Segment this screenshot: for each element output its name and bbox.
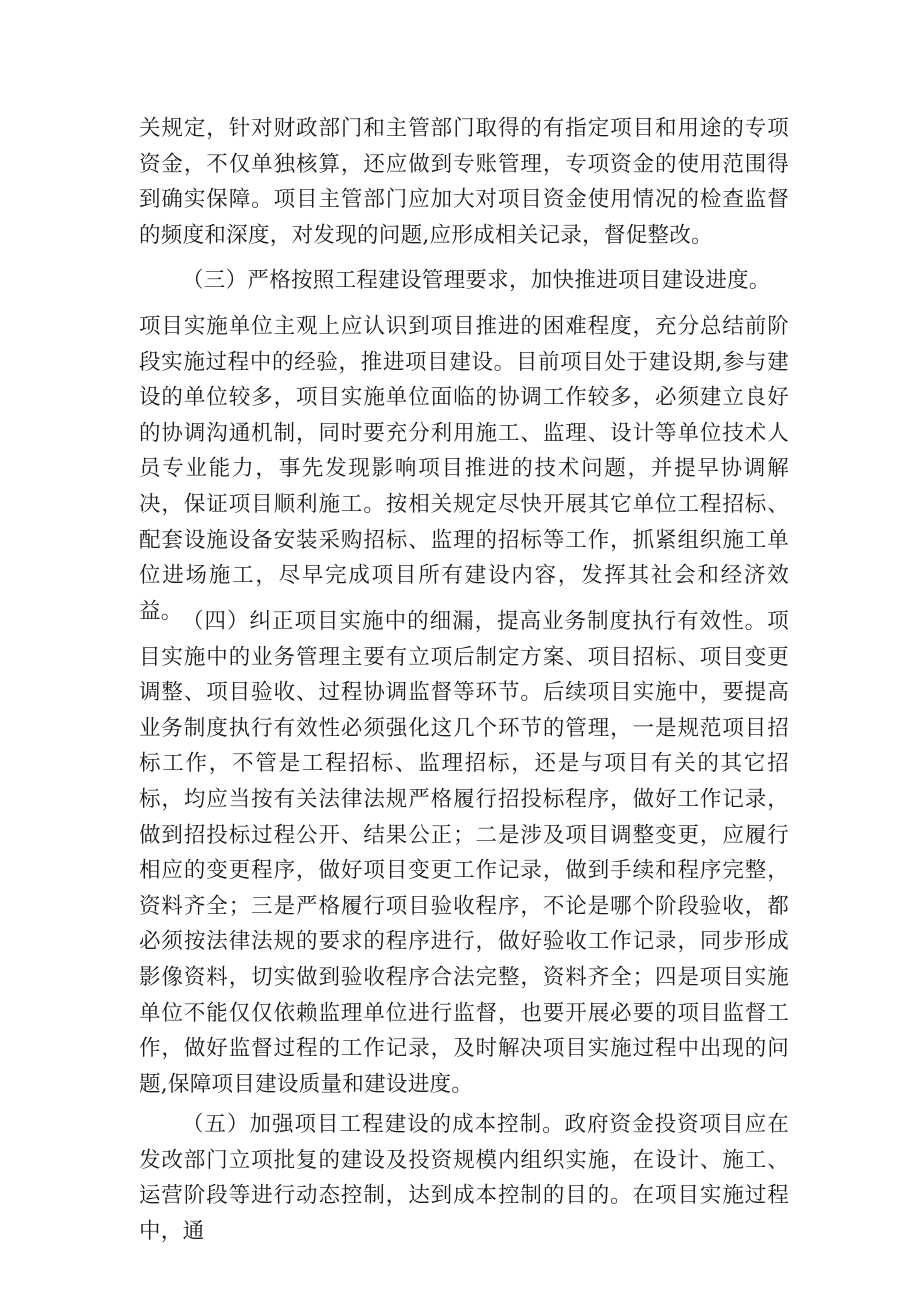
paragraph-section-4: （四）纠正项目实施中的细漏，提高业务制度执行有效性。项目实施中的业务管理主要有立项后制定方案、项目招标、项目变更调整、项目验收、过程协调监督等环节。后续项目实施中，要提高业务制度执行有效性必须强化这几个环节的管理，一是规范项目招标工作，不管是工程招标、监理招标，还是与项目有关的其它招标，均应当按有关法律法规严格履行招投标程序，做好工作记录，做到招投标过程公开、结果公正；二是涉及项目调整变更，应履行相应的变更程序，做好项目变更工作记录，做到手续和程序完整，资料齐全；三是严格履行项目验收程序，不论是哪个阶段验收，都必须按法律法规的要求的程序进行，做好验收工作记录，同步形成影像资料，切实做到验收程序合法完整，资料齐全；四是项目实施单位不能仅仅依赖监理单位进行监督，也要开展必要的项目监督工作，做好监督过程的工作记录，及时解决项目实施过程中出现的问题,保障项目建设质量和建设进度。 [139, 609, 789, 1097]
paragraph-special-funds: 关规定，针对财政部门和主管部门取得的有指定项目和用途的专项资金，不仅单独核算，还应做到专账管理，专项资金的使用范围得到确实保障。项目主管部门应加大对项目资金使用情况的检查监督的频度和深度，对发现的问题,应形成相关记录，督促整改。 [139, 116, 789, 248]
paragraph-project-progress: 项目实施单位主观上应认识到项目推进的困难程度，充分总结前阶段实施过程中的经验，推进项目建设。目前项目处于建设期,参与建设的单位较多，项目实施单位面临的协调工作较多，必须建立良好的协调沟通机制，同时要充分利用施工、监理、设计等单位技术人员专业能力，事先发现影响项目推进的技术问题，并提早协调解决，保证项目顺利施工。按相关规定尽快开展其它单位工程招标、配套设施设备安装采购招标、监理的招标等工作，抓紧组织施工单位进场施工，尽早完成项目所有建设内容，发挥其社会和经济效益。 [139, 314, 789, 624]
paragraph-section-5: （五）加强项目工程建设的成本控制。政府资金投资项目应在发改部门立项批复的建设及投资规模内组织实施，在设计、施工、运营阶段等进行动态控制，达到成本控制的目的。在项目实施过程中，通 [139, 1112, 789, 1244]
section-heading-3: （三）严格按照工程建设管理要求，加快推进项目建设进度。 [182, 268, 771, 293]
